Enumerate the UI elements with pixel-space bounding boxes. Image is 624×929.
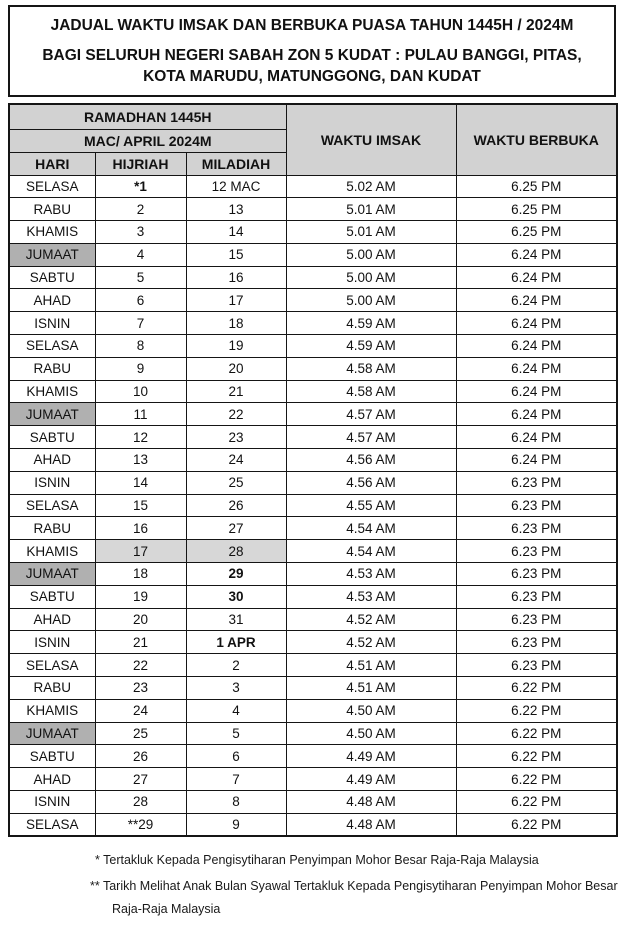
berbuka-time-cell: 6.24 PM <box>456 243 617 266</box>
day-cell: ISNIN <box>9 471 95 494</box>
table-row <box>9 357 617 380</box>
table-row <box>9 198 617 221</box>
imsak-time-cell: 4.49 AM <box>286 745 456 768</box>
miladiah-cell: 30 <box>186 585 286 608</box>
table-row <box>9 517 617 540</box>
month-header-cell: MAC/ APRIL 2024M <box>9 129 286 152</box>
hijriah-cell: 2 <box>95 198 186 221</box>
page-title: JADUAL WAKTU IMSAK DAN BERBUKA PUASA TAHUN 1445H / 2024M <box>50 17 574 34</box>
day-cell: SELASA <box>9 175 95 198</box>
day-cell: AHAD <box>9 449 95 472</box>
miladiah-cell: 16 <box>186 266 286 289</box>
berbuka-time-cell: 6.23 PM <box>456 631 617 654</box>
table-row <box>9 449 617 472</box>
miladiah-cell: 4 <box>186 699 286 722</box>
table-row <box>9 677 617 700</box>
berbuka-time-cell: 6.25 PM <box>456 175 617 198</box>
title-box <box>8 5 616 97</box>
table-row <box>9 403 617 426</box>
hijriah-cell: 21 <box>95 631 186 654</box>
miladiah-cell: 12 MAC <box>186 175 286 198</box>
imsak-time-cell: 4.50 AM <box>286 722 456 745</box>
miladiah-cell: 20 <box>186 357 286 380</box>
day-cell: RABU <box>9 677 95 700</box>
table-row <box>9 585 617 608</box>
miladiah-cell: 19 <box>186 335 286 358</box>
miladiah-cell: 25 <box>186 471 286 494</box>
footnotes <box>90 852 618 921</box>
imsak-time-cell: 4.57 AM <box>286 403 456 426</box>
table-row <box>9 654 617 677</box>
day-cell: SELASA <box>9 335 95 358</box>
hijriah-cell: 7 <box>95 312 186 335</box>
hijriah-cell: 16 <box>95 517 186 540</box>
table-row <box>9 791 617 814</box>
footnote-double-asterisk: ** Tarikh Melihat Anak Bulan Syawal Tertakluk Kepada Pengisytiharan Penyimpan Mohor Besar Raja-Raja Malaysia <box>90 879 618 916</box>
miladiah-cell: 14 <box>186 221 286 244</box>
imsak-time-cell: 5.00 AM <box>286 266 456 289</box>
day-cell: AHAD <box>9 768 95 791</box>
day-cell: SELASA <box>9 494 95 517</box>
day-cell: ISNIN <box>9 631 95 654</box>
miladiah-cell: 18 <box>186 312 286 335</box>
table-row <box>9 221 617 244</box>
imsak-time-cell: 5.01 AM <box>286 198 456 221</box>
imsak-time-cell: 4.52 AM <box>286 631 456 654</box>
table-row <box>9 175 617 198</box>
miladiah-cell: 28 <box>186 540 286 563</box>
berbuka-time-cell: 6.22 PM <box>456 699 617 722</box>
miladiah-cell: 26 <box>186 494 286 517</box>
berbuka-time-cell: 6.23 PM <box>456 563 617 586</box>
miladiah-cell: 31 <box>186 608 286 631</box>
imsak-time-cell: 4.59 AM <box>286 335 456 358</box>
table-row <box>9 813 617 836</box>
imsak-time-cell: 4.57 AM <box>286 426 456 449</box>
miladiah-cell: 27 <box>186 517 286 540</box>
table-row <box>9 631 617 654</box>
table-row <box>9 722 617 745</box>
table-row <box>9 768 617 791</box>
table-row <box>9 540 617 563</box>
hijriah-cell: 8 <box>95 335 186 358</box>
miladiah-cell: 5 <box>186 722 286 745</box>
hijriah-column-header: HIJRIAH <box>95 152 186 175</box>
berbuka-time-cell: 6.22 PM <box>456 791 617 814</box>
hari-column-header: HARI <box>9 152 95 175</box>
day-cell: SELASA <box>9 654 95 677</box>
berbuka-time-cell: 6.23 PM <box>456 540 617 563</box>
hijriah-cell: 6 <box>95 289 186 312</box>
day-cell: SABTU <box>9 745 95 768</box>
imsak-time-cell: 4.56 AM <box>286 449 456 472</box>
hijriah-cell: 17 <box>95 540 186 563</box>
miladiah-cell: 22 <box>186 403 286 426</box>
imsak-time-cell: 4.55 AM <box>286 494 456 517</box>
miladiah-cell: 9 <box>186 813 286 836</box>
berbuka-time-cell: 6.24 PM <box>456 289 617 312</box>
imsak-time-cell: 4.56 AM <box>286 471 456 494</box>
miladiah-cell: 29 <box>186 563 286 586</box>
hijriah-cell: *1 <box>95 175 186 198</box>
berbuka-column-header: WAKTU BERBUKA <box>456 104 617 175</box>
hijriah-cell: **29 <box>95 813 186 836</box>
day-cell: RABU <box>9 357 95 380</box>
miladiah-cell: 6 <box>186 745 286 768</box>
day-cell: KHAMIS <box>9 221 95 244</box>
day-cell: KHAMIS <box>9 699 95 722</box>
imsak-time-cell: 4.49 AM <box>286 768 456 791</box>
miladiah-cell: 21 <box>186 380 286 403</box>
table-row <box>9 745 617 768</box>
hijriah-cell: 22 <box>95 654 186 677</box>
day-cell: JUMAAT <box>9 243 95 266</box>
imsak-time-cell: 5.02 AM <box>286 175 456 198</box>
imsak-time-cell: 4.48 AM <box>286 813 456 836</box>
miladiah-cell: 23 <box>186 426 286 449</box>
miladiah-cell: 13 <box>186 198 286 221</box>
hijriah-cell: 26 <box>95 745 186 768</box>
table-row <box>9 380 617 403</box>
ramadhan-header-cell: RAMADHAN 1445H <box>9 104 286 129</box>
berbuka-time-cell: 6.24 PM <box>456 449 617 472</box>
table-row <box>9 243 617 266</box>
hijriah-cell: 10 <box>95 380 186 403</box>
schedule-body <box>9 175 617 836</box>
berbuka-time-cell: 6.25 PM <box>456 198 617 221</box>
hijriah-cell: 24 <box>95 699 186 722</box>
header-row-ramadhan <box>9 104 617 129</box>
table-row <box>9 266 617 289</box>
hijriah-cell: 3 <box>95 221 186 244</box>
day-cell: JUMAAT <box>9 563 95 586</box>
miladiah-cell: 8 <box>186 791 286 814</box>
table-row <box>9 494 617 517</box>
berbuka-time-cell: 6.22 PM <box>456 745 617 768</box>
imsak-time-cell: 5.00 AM <box>286 289 456 312</box>
hijriah-cell: 9 <box>95 357 186 380</box>
table-header <box>9 104 617 175</box>
berbuka-time-cell: 6.24 PM <box>456 357 617 380</box>
miladiah-cell: 17 <box>186 289 286 312</box>
imsak-time-cell: 5.01 AM <box>286 221 456 244</box>
imsak-time-cell: 4.54 AM <box>286 517 456 540</box>
hijriah-cell: 20 <box>95 608 186 631</box>
hijriah-cell: 25 <box>95 722 186 745</box>
day-cell: KHAMIS <box>9 540 95 563</box>
day-cell: AHAD <box>9 608 95 631</box>
miladiah-cell: 15 <box>186 243 286 266</box>
hijriah-cell: 18 <box>95 563 186 586</box>
berbuka-time-cell: 6.22 PM <box>456 722 617 745</box>
hijriah-cell: 5 <box>95 266 186 289</box>
hijriah-cell: 27 <box>95 768 186 791</box>
imsak-time-cell: 4.51 AM <box>286 654 456 677</box>
berbuka-time-cell: 6.24 PM <box>456 426 617 449</box>
berbuka-time-cell: 6.23 PM <box>456 517 617 540</box>
day-cell: ISNIN <box>9 312 95 335</box>
footnote-asterisk: * Tertakluk Kepada Pengisytiharan Penyimpan Mohor Besar Raja-Raja Malaysia <box>95 853 539 867</box>
berbuka-time-cell: 6.24 PM <box>456 335 617 358</box>
berbuka-time-cell: 6.22 PM <box>456 813 617 836</box>
berbuka-time-cell: 6.23 PM <box>456 585 617 608</box>
day-cell: AHAD <box>9 289 95 312</box>
imsak-time-cell: 4.58 AM <box>286 357 456 380</box>
miladiah-cell: 3 <box>186 677 286 700</box>
hijriah-cell: 13 <box>95 449 186 472</box>
berbuka-time-cell: 6.24 PM <box>456 312 617 335</box>
hijriah-cell: 19 <box>95 585 186 608</box>
berbuka-time-cell: 6.23 PM <box>456 608 617 631</box>
miladiah-cell: 24 <box>186 449 286 472</box>
imsak-time-cell: 4.59 AM <box>286 312 456 335</box>
imsak-time-cell: 4.58 AM <box>286 380 456 403</box>
imsak-time-cell: 4.51 AM <box>286 677 456 700</box>
imsak-time-cell: 4.54 AM <box>286 540 456 563</box>
berbuka-time-cell: 6.24 PM <box>456 266 617 289</box>
day-cell: RABU <box>9 517 95 540</box>
imsak-time-cell: 4.48 AM <box>286 791 456 814</box>
day-cell: SABTU <box>9 585 95 608</box>
miladiah-cell: 7 <box>186 768 286 791</box>
hijriah-cell: 4 <box>95 243 186 266</box>
prayer-times-table <box>8 103 618 837</box>
day-cell: ISNIN <box>9 791 95 814</box>
day-cell: JUMAAT <box>9 403 95 426</box>
table-row <box>9 608 617 631</box>
page-subtitle: BAGI SELURUH NEGERI SABAH ZON 5 KUDAT : PULAU BANGGI, PITAS, KOTA MARUDU, MATUNGGONG, DAN KUDAT <box>42 47 582 85</box>
table-row <box>9 312 617 335</box>
berbuka-time-cell: 6.24 PM <box>456 403 617 426</box>
day-cell: JUMAAT <box>9 722 95 745</box>
imsak-time-cell: 4.52 AM <box>286 608 456 631</box>
berbuka-time-cell: 6.22 PM <box>456 677 617 700</box>
day-cell: RABU <box>9 198 95 221</box>
day-cell: SABTU <box>9 266 95 289</box>
hijriah-cell: 28 <box>95 791 186 814</box>
table-row <box>9 563 617 586</box>
miladiah-column-header: MILADIAH <box>186 152 286 175</box>
day-cell: SABTU <box>9 426 95 449</box>
imsak-time-cell: 4.50 AM <box>286 699 456 722</box>
berbuka-time-cell: 6.24 PM <box>456 380 617 403</box>
hijriah-cell: 23 <box>95 677 186 700</box>
table-row <box>9 426 617 449</box>
table-row <box>9 335 617 358</box>
hijriah-cell: 11 <box>95 403 186 426</box>
imsak-time-cell: 5.00 AM <box>286 243 456 266</box>
miladiah-cell: 1 APR <box>186 631 286 654</box>
berbuka-time-cell: 6.22 PM <box>456 768 617 791</box>
berbuka-time-cell: 6.23 PM <box>456 494 617 517</box>
imsak-time-cell: 4.53 AM <box>286 585 456 608</box>
berbuka-time-cell: 6.23 PM <box>456 654 617 677</box>
imsak-time-cell: 4.53 AM <box>286 563 456 586</box>
hijriah-cell: 14 <box>95 471 186 494</box>
berbuka-time-cell: 6.23 PM <box>456 471 617 494</box>
day-cell: KHAMIS <box>9 380 95 403</box>
hijriah-cell: 15 <box>95 494 186 517</box>
table-row <box>9 471 617 494</box>
table-row <box>9 289 617 312</box>
day-cell: SELASA <box>9 813 95 836</box>
hijriah-cell: 12 <box>95 426 186 449</box>
miladiah-cell: 2 <box>186 654 286 677</box>
table-row <box>9 699 617 722</box>
imsak-column-header: WAKTU IMSAK <box>286 104 456 175</box>
berbuka-time-cell: 6.25 PM <box>456 221 617 244</box>
